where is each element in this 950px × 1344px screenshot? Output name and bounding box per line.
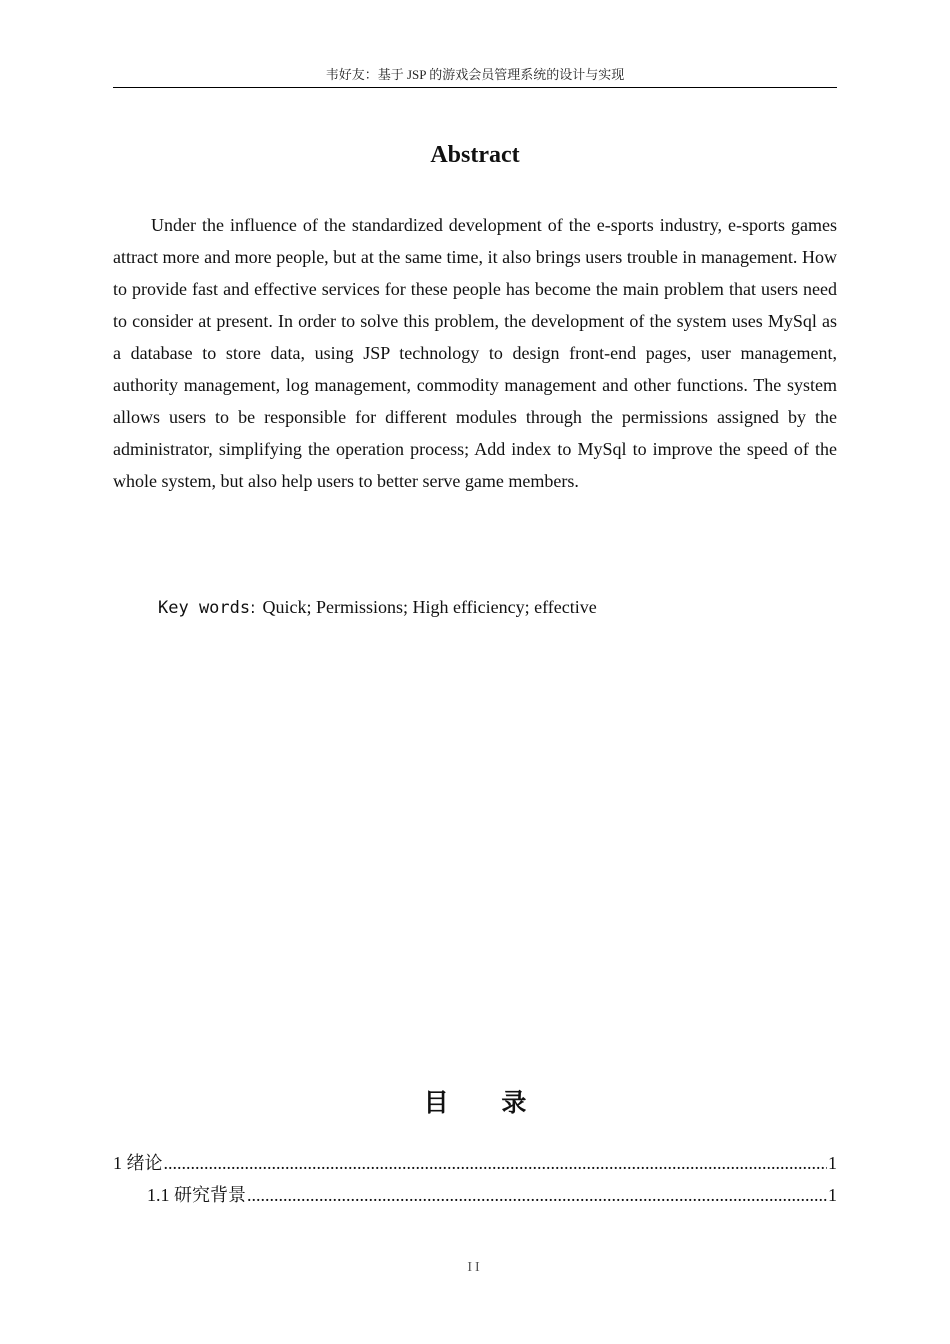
page-number: II — [467, 1260, 483, 1275]
abstract-title: Abstract — [430, 142, 520, 168]
toc-dot-leader — [164, 1147, 828, 1179]
toc-entry-page: 1 — [828, 1185, 837, 1205]
keywords-label: Key words — [158, 598, 251, 618]
toc-entry[interactable] — [113, 1179, 837, 1211]
running-header: 韦好友：基于 JSP 的游戏会员管理系统的设计与实现 — [325, 67, 625, 82]
toc-entry-page: 1 — [828, 1153, 837, 1173]
toc-entry-label: 1.1 研究背景 — [147, 1185, 246, 1205]
toc-entry[interactable] — [113, 1147, 837, 1179]
keywords-value: Quick; Permissions; High efficiency; effective — [262, 597, 597, 617]
abstract-body: Under the influence of the standardized development of the e-sports industry, e-sports games attract more and more people, but at the same time, it also brings users trouble in management. How to provide fast and effective services for these people has become the main problem that users need to consider at present. In order to solve this problem, the development of the system uses MySql as a database to store data, using JSP technology to design front-end pages, user management, authority management, log management, commodity management and other functions. The system allows users to be responsible for different modules through the permissions assigned by the administrator, simplifying the operation process; Add index to MySql to improve the speed of the whole system, but also help users to better serve game members. — [113, 215, 837, 491]
keywords-line — [158, 592, 597, 623]
toc-title: 目 录 — [423, 1088, 527, 1117]
header-rule — [113, 87, 837, 88]
toc-entry-label: 1 绪论 — [113, 1153, 163, 1173]
keywords-separator: : — [250, 598, 256, 617]
toc-list — [113, 1147, 837, 1211]
toc-dot-leader — [247, 1179, 827, 1211]
